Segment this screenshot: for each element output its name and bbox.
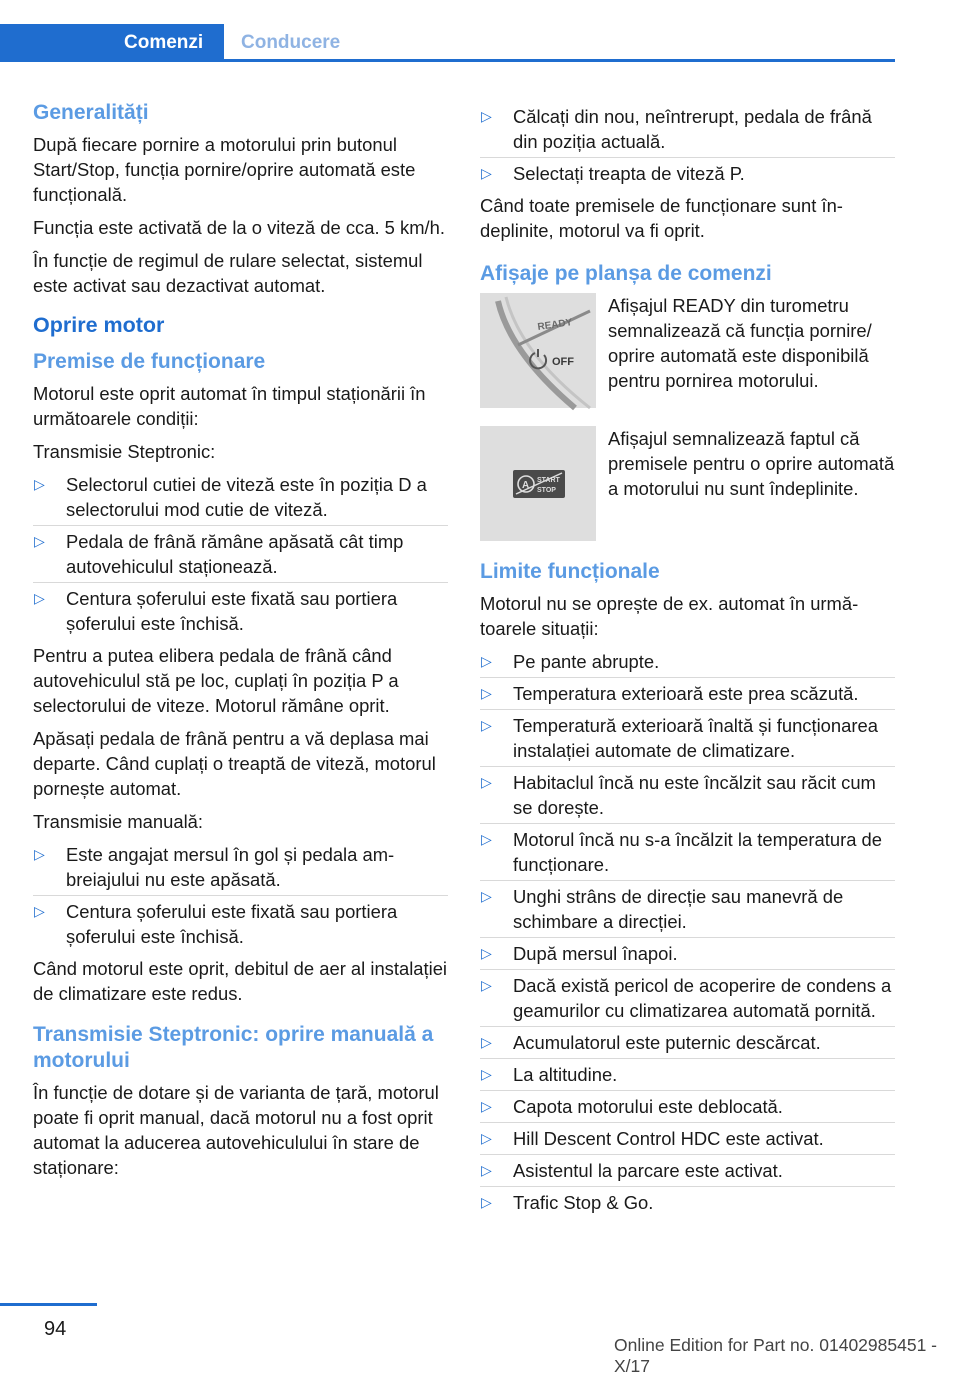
bullet-icon: ▷ (481, 165, 492, 181)
bullet-icon: ▷ (481, 945, 492, 961)
bullet-icon: ▷ (481, 717, 492, 733)
heading-premise: Premise de funcționare (33, 350, 266, 373)
figure-caption: Afișajul semnalizează faptul că premisele pentru o oprire automată a motorului nu sunt îndeplinite. (608, 428, 895, 499)
figure-start-stop (480, 426, 895, 541)
tab-conducere[interactable]: Conducere (224, 24, 357, 62)
bullet-icon: ▷ (481, 685, 492, 701)
manual-stop-steps (480, 104, 895, 186)
divider (480, 969, 895, 970)
page-number: 94 (44, 1318, 67, 1340)
bullet-icon: ▷ (481, 1194, 492, 1210)
bullet-icon: ▷ (34, 533, 45, 549)
divider (480, 1058, 895, 1059)
bullet-icon: ▷ (481, 1098, 492, 1114)
list-item: ▷ La altitudine. (480, 1062, 895, 1087)
divider (480, 766, 895, 767)
heading-oprire-manuala: Transmisie Steptronic: oprire manuală a motorului (33, 1023, 434, 1072)
svg-text:A: A (522, 480, 530, 491)
bullet-icon: ▷ (34, 846, 45, 862)
list-item: ▷ Pedala de frână rămâne apăsată cât timp autovehiculul staționează. (33, 529, 448, 579)
left-column (33, 100, 448, 1188)
paragraph: Motorul nu se oprește de ex. automat în următoarele situații: (480, 593, 859, 639)
svg-text:START: START (537, 477, 560, 484)
bullet-icon: ▷ (481, 653, 492, 669)
paragraph: Transmisie manuală: (33, 811, 204, 832)
bullet-icon: ▷ (34, 590, 45, 606)
bullet-icon: ▷ (34, 476, 45, 492)
bullet-icon: ▷ (481, 774, 492, 790)
edition-note: Online Edition for Part no. 01402985451 - X/17 (614, 1335, 937, 1376)
svg-text:OFF: OFF (552, 356, 574, 368)
list-item: ▷ Centura șoferului este fixată sau portiera șoferului este închisă. (34, 901, 398, 947)
tachometer-icon (480, 293, 596, 408)
list-item: ▷ Centura șoferului este fixată sau portiera șoferului este închisă. (34, 588, 398, 634)
list-item: ▷ Acumulatorul este puternic descărcat. (480, 1030, 895, 1055)
divider (480, 709, 895, 710)
divider (33, 895, 448, 896)
list-item: ▷ Selectorul cutiei de viteză este în poziția D a selectorului mod cutie de viteză. (33, 472, 448, 522)
paragraph: Când toate premisele de funcționare sunt îndeplinite, motorul va fi oprit. (480, 195, 843, 241)
bullet-icon: ▷ (34, 903, 45, 919)
footer-rule (0, 1303, 97, 1306)
list-item: ▷ După mersul înapoi. (480, 941, 895, 966)
paragraph: După fiecare pornire a motorului prin butonul Start/Stop, funcția pornire/oprire automată este funcțională. (33, 134, 416, 205)
divider (33, 525, 448, 526)
list-item: ▷ Unghi strâns de direcție sau manevră de schimbare a direcției. (480, 884, 895, 934)
condition-list-manual (33, 842, 448, 949)
paragraph: Apăsați pedala de frână pentru a vă deplasa mai departe. Când cuplați o treaptă de viteză, motorul pornește automat. (33, 728, 436, 799)
list-item: ▷ Este angajat mersul în gol și pedala ambreiajului nu este apăsată. (33, 842, 448, 892)
figure-caption: Afișajul READY din turometru semnalizează că funcția pornire/ oprire automată este disponibilă pentru pornirea motorului. (608, 295, 872, 391)
list-item: ▷ Selectați treapta de viteză P. (481, 163, 745, 184)
divider (480, 1186, 895, 1187)
bullet-icon: ▷ (481, 1130, 492, 1146)
paragraph: Motorul este oprit automat în timpul staționării în următoarele condiții: (33, 383, 426, 429)
chapter-tabs (0, 24, 895, 62)
bullet-icon: ▷ (481, 888, 492, 904)
paragraph: În funcție de dotare și de varianta de țară, motorul poate fi oprit manual, dacă motorul nu a fost oprit automat la aducerea autovehiculului în stare de staționare: (33, 1082, 439, 1178)
svg-text:READY: READY (536, 317, 574, 333)
heading-generalitati: Generalități (33, 101, 149, 124)
divider (33, 582, 448, 583)
divider (480, 677, 895, 678)
figure-ready (480, 293, 895, 408)
list-item: ▷ Temperatură exterioară înaltă și funcționarea instalației automate de climatizare. (480, 713, 895, 763)
tachometer-image (480, 293, 596, 408)
list-item: ▷ Trafic Stop & Go. (481, 1192, 654, 1213)
limitation-list (480, 649, 895, 1215)
heading-afisaje: Afișaje pe planșa de comenzi (480, 262, 772, 285)
divider (480, 157, 895, 158)
paragraph: Transmisie Steptronic: (33, 441, 216, 462)
paragraph: Funcția este activată de la o viteză de cca. 5 km/h. (33, 217, 445, 238)
tab-comenzi[interactable]: Comenzi (0, 24, 224, 62)
divider (480, 1026, 895, 1027)
svg-text:STOP: STOP (537, 487, 556, 494)
divider (480, 880, 895, 881)
list-item: ▷ Asistentul la parcare este activat. (480, 1158, 895, 1183)
right-column (480, 104, 895, 1222)
bullet-icon: ▷ (481, 1162, 492, 1178)
list-item: ▷ Călcați din nou, neîntrerupt, pedala de frână din poziția actuală. (480, 104, 895, 154)
heading-oprire-motor: Oprire motor (33, 313, 165, 337)
start-stop-indicator-icon (480, 426, 596, 541)
divider (480, 937, 895, 938)
bullet-icon: ▷ (481, 108, 492, 124)
divider (480, 1122, 895, 1123)
list-item: ▷ Pe pante abrupte. (480, 649, 895, 674)
paragraph: În funcție de regimul de rulare selectat, sistemul este activat sau dezactivat automat. (33, 250, 423, 296)
bullet-icon: ▷ (481, 1066, 492, 1082)
divider (480, 1154, 895, 1155)
list-item: ▷ Motorul încă nu s-a încălzit la temperatura de funcționare. (480, 827, 895, 877)
list-item: ▷ Habitaclul încă nu este încălzit sau răcit cum se dorește. (480, 770, 895, 820)
heading-limite: Limite funcționale (480, 560, 660, 583)
list-item: ▷ Capota motorului este deblocată. (480, 1094, 895, 1119)
paragraph: Pentru a putea elibera pedala de frână când autovehiculul stă pe loc, cuplați în poziția P a selectorului de viteze. Motorul rămâne oprit. (33, 645, 399, 716)
divider (480, 1090, 895, 1091)
paragraph: Când motorul este oprit, debitul de aer al instalației de climatizare este redus. (33, 958, 448, 1004)
list-item: ▷ Temperatura exterioară este prea scăzută. (480, 681, 895, 706)
start-stop-indicator-image (480, 426, 596, 541)
list-item: ▷ Dacă există pericol de acoperire de condens a geamurilor cu climatizarea automată pornită. (480, 973, 895, 1023)
list-item: ▷ Hill Descent Control HDC este activat. (480, 1126, 895, 1151)
condition-list-steptronic (33, 472, 448, 636)
bullet-icon: ▷ (481, 977, 492, 993)
bullet-icon: ▷ (481, 1034, 492, 1050)
bullet-icon: ▷ (481, 831, 492, 847)
divider (480, 823, 895, 824)
